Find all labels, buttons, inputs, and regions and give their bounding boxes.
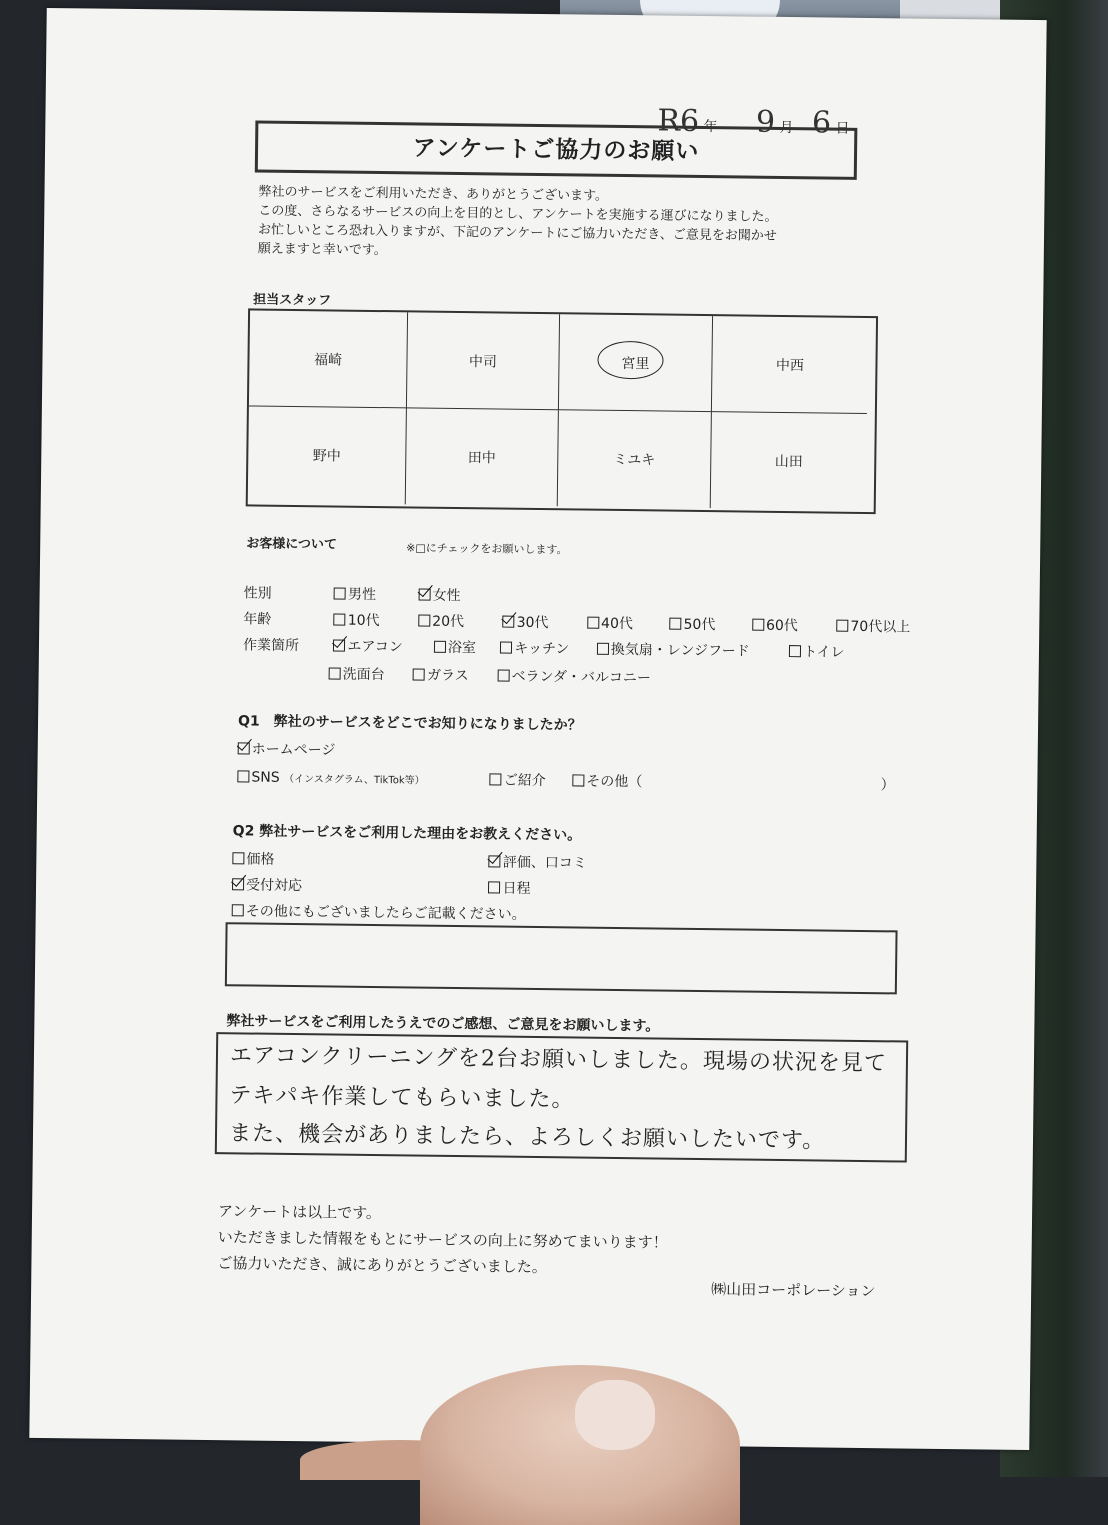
option-label: その他（ <box>586 773 643 791</box>
age-option[interactable] <box>418 611 498 632</box>
q1-title: Q1 弊社のサービスをどこでお知りになりましたか？ <box>237 713 582 734</box>
date-year-label: 年 <box>703 118 718 136</box>
date-day: 6 <box>811 105 832 141</box>
option-label: SNS <box>251 769 280 786</box>
intro-line: 弊社のサービスをご利用いただき、ありがとうございます。 <box>258 184 609 204</box>
closing-text <box>217 1198 668 1281</box>
comment-line: テキパキ作業してもらいました。 <box>229 1083 575 1113</box>
q2-review-option-checked[interactable] <box>489 851 587 872</box>
option-label: ガラス <box>426 667 469 685</box>
q2-price-option[interactable] <box>232 848 484 871</box>
staff-cell-selected[interactable] <box>559 314 713 412</box>
staff-name: 山田 <box>774 453 803 471</box>
comment-box[interactable] <box>215 1032 908 1162</box>
staff-name: 田中 <box>467 450 496 467</box>
age-option[interactable] <box>587 613 665 634</box>
closing-line: アンケートは以上です。 <box>217 1202 382 1223</box>
customer-label: お客様について <box>246 536 338 553</box>
age-option[interactable] <box>836 616 910 637</box>
option-label: 洗面台 <box>342 666 385 684</box>
option-label: 60代 <box>765 617 798 635</box>
age-option[interactable] <box>669 614 747 635</box>
checkbox[interactable] <box>597 643 609 655</box>
work-option[interactable] <box>497 666 651 688</box>
staff-cell[interactable] <box>249 310 408 408</box>
checkbox[interactable] <box>488 881 500 893</box>
option-label: ホームページ <box>251 741 336 759</box>
date-month: 9 <box>755 104 776 140</box>
checkbox[interactable] <box>418 615 430 627</box>
q2-title: Q2 弊社サービスをご利用した理由をお教えください。 <box>232 823 582 844</box>
option-label: キッチン <box>514 640 570 658</box>
checkbox[interactable] <box>334 587 346 599</box>
checkbox[interactable] <box>329 667 341 679</box>
intro-line: この度、さらなるサービスの向上を目的とし、アンケートを実施する運びになりました。 <box>258 203 778 225</box>
checkbox[interactable] <box>434 641 446 653</box>
work-option[interactable] <box>329 663 409 684</box>
option-label: 40代 <box>601 615 634 633</box>
staff-name: 野中 <box>312 448 341 465</box>
staff-name: 福崎 <box>313 351 343 369</box>
checkbox-checked[interactable] <box>232 878 244 890</box>
age-label: 年齢 <box>243 611 272 628</box>
title-box <box>255 118 858 180</box>
staff-cell[interactable] <box>248 406 407 504</box>
work-option[interactable] <box>789 641 845 662</box>
option-label: 日程 <box>502 880 531 897</box>
thumb-nail <box>575 1380 655 1450</box>
checkbox[interactable] <box>490 773 502 785</box>
staff-cell[interactable] <box>711 412 867 510</box>
q2-other-textbox[interactable] <box>225 922 898 994</box>
q2-row-2 <box>232 874 531 898</box>
option-label: 浴室 <box>447 639 476 657</box>
work-option[interactable] <box>434 637 496 658</box>
gender-option-checked[interactable] <box>418 585 460 606</box>
checkbox[interactable] <box>497 670 509 682</box>
intro-line: お忙しいところ恐れ入りますが、下記のアンケートにご協力いただき、ご意見をお聞かせ <box>257 222 777 244</box>
staff-name-circled: 宮里 <box>621 352 649 372</box>
staff-cell[interactable] <box>407 312 560 410</box>
q1-sns-option[interactable] <box>237 769 485 788</box>
option-label: ご紹介 <box>503 772 546 790</box>
closing-line: いただきました情報をもとにサービスの向上に努めてまいります！ <box>217 1228 668 1252</box>
option-label: 換気扇・レンジフード <box>610 641 750 660</box>
q2-row-1 <box>232 848 587 872</box>
checkbox-checked[interactable] <box>333 639 345 651</box>
option-label: エアコン <box>347 638 403 656</box>
comment-line: エアコンクリーニングを2台お願いしました。現場の状況を見て <box>229 1043 888 1077</box>
q1-other-option[interactable] <box>572 770 876 794</box>
comment-label: 弊社サービスをご利用したうえでのご感想、ご意見をお願いします。 <box>226 1013 660 1035</box>
page-title: アンケートご協力のお願い <box>412 135 700 165</box>
age-option[interactable] <box>334 609 414 630</box>
work-label: 作業箇所 <box>242 637 300 655</box>
work-option[interactable] <box>597 639 785 661</box>
checkbox-checked[interactable] <box>503 616 515 628</box>
q1-homepage-option[interactable] <box>238 738 336 759</box>
q1-intro-option[interactable] <box>490 769 568 790</box>
date-era: R6 <box>657 103 700 139</box>
q1-row-2 <box>237 766 895 794</box>
option-label: 30代 <box>516 614 549 632</box>
gender-label: 性別 <box>243 585 272 602</box>
checkbox[interactable] <box>232 852 244 864</box>
staff-label: 担当スタッフ <box>253 292 332 309</box>
option-label: 20代 <box>432 613 465 631</box>
checkbox[interactable] <box>572 774 584 786</box>
intro-line: 願えますと幸いです。 <box>257 241 387 259</box>
option-label: 男性 <box>347 586 377 604</box>
staff-cell[interactable] <box>406 408 559 506</box>
option-label: 評価、口コミ <box>502 854 587 872</box>
date-month-label: 月 <box>779 119 794 137</box>
checkbox[interactable] <box>587 617 599 629</box>
option-label: 女性 <box>432 587 461 605</box>
company-name: ㈱山田コーポレーション <box>711 1280 876 1301</box>
checkbox[interactable] <box>500 642 512 654</box>
staff-name: 中西 <box>775 357 805 374</box>
work-row <box>243 634 845 661</box>
paren-close: ） <box>880 777 895 794</box>
thumb <box>420 1365 740 1525</box>
work-option[interactable] <box>500 638 592 659</box>
option-label: その他にもございましたらご記載ください。 <box>245 903 526 923</box>
intro-text <box>258 183 879 267</box>
checkbox[interactable] <box>789 645 801 657</box>
closing-line: ご協力いただき、誠にありがとうございました。 <box>217 1254 547 1277</box>
option-label: ベランダ・バルコニー <box>511 668 652 687</box>
checkbox[interactable] <box>836 620 848 632</box>
option-label: トイレ <box>803 644 845 661</box>
option-label: 10代 <box>347 612 380 630</box>
staff-name: 中司 <box>468 353 498 370</box>
checkbox[interactable] <box>669 618 681 630</box>
gender-row <box>244 582 461 605</box>
option-label: 価格 <box>246 851 275 868</box>
staff-grid <box>246 308 878 514</box>
staff-name: ミユキ <box>613 451 656 469</box>
survey-sheet <box>29 8 1046 1450</box>
sns-note: （インスタグラム、TikTok等） <box>284 773 425 787</box>
staff-cell[interactable] <box>712 316 868 414</box>
date-day-label: 日 <box>835 120 850 137</box>
work-option[interactable] <box>413 664 493 685</box>
option-label: 70代以上 <box>850 618 911 636</box>
checkbox[interactable] <box>413 668 425 680</box>
age-option-checked[interactable] <box>503 612 583 633</box>
checkbox-checked[interactable] <box>238 742 250 754</box>
checkbox-checked[interactable] <box>489 855 501 867</box>
work-option-checked[interactable] <box>333 635 429 656</box>
work-row-2 <box>329 663 652 687</box>
q2-schedule-option[interactable] <box>488 877 530 898</box>
q2-other-option[interactable] <box>232 900 526 924</box>
staff-cell[interactable] <box>558 410 712 508</box>
checkbox[interactable] <box>752 619 764 631</box>
option-label: 受付対応 <box>245 877 303 895</box>
checkbox-checked[interactable] <box>418 589 430 601</box>
customer-note: ※□にチェックをお願いします。 <box>406 541 568 557</box>
option-label: 50代 <box>683 616 716 634</box>
q2-reception-option-checked[interactable] <box>232 874 484 897</box>
checkbox[interactable] <box>237 770 249 782</box>
checkbox[interactable] <box>334 613 346 625</box>
comment-line: また、機会がありましたら、よろしくお願いしたいです。 <box>228 1121 826 1154</box>
age-option[interactable] <box>752 615 832 636</box>
gender-option[interactable] <box>334 583 414 604</box>
age-row <box>243 608 910 636</box>
checkbox[interactable] <box>232 904 244 916</box>
